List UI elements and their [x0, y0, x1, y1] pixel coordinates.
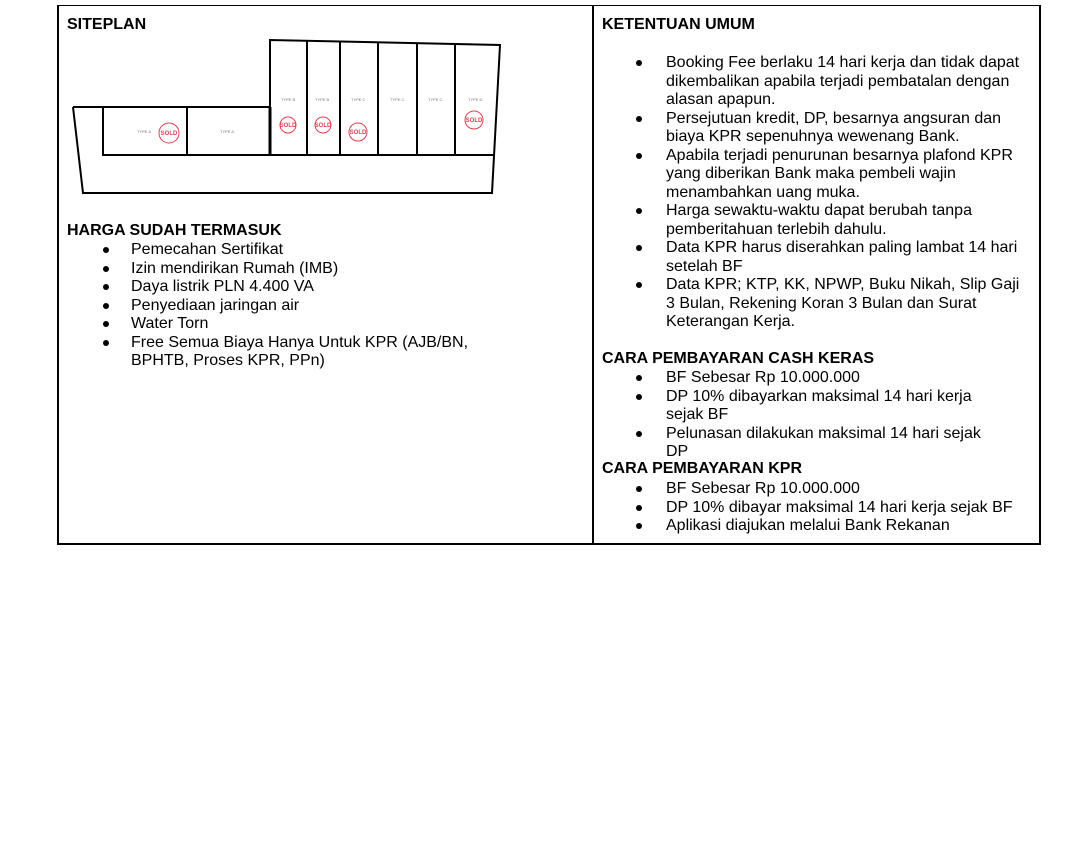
harga-list	[104, 241, 514, 371]
svg-text:TYPE B: TYPE B	[281, 97, 296, 102]
list-item: DP 10% dibayar maksimal 14 hari kerja sejak BF	[637, 499, 1029, 518]
svg-text:TYPE A: TYPE A	[137, 129, 152, 134]
cash-title: CARA PEMBAYARAN CASH KERAS	[602, 350, 875, 367]
svg-text:SOLD: SOLD	[160, 131, 178, 137]
kpr-title: CARA PEMBAYARAN KPR	[602, 460, 803, 477]
list-item: Apabila terjadi penurunan besarnya plafond KPR yang diberikan Bank maka pembeli wajin menambahkan uang muka.	[637, 147, 1029, 203]
svg-text:TYPE C: TYPE C	[428, 97, 443, 102]
lot-type-b-1	[280, 97, 297, 133]
list-item: Data KPR harus diserahkan paling lambat 14 hari setelah BF	[637, 239, 1029, 276]
lot-type-a-1	[137, 123, 179, 143]
list-item: Izin mendirikan Rumah (IMB)	[104, 260, 514, 279]
ketentuan-list	[637, 54, 1029, 332]
kpr-list	[637, 480, 1029, 536]
lot-type-b-2	[315, 97, 332, 133]
lot-type-c-3	[428, 97, 443, 102]
svg-text:TYPE C: TYPE C	[351, 97, 366, 102]
list-item: BF Sebesar Rp 10.000.000	[637, 480, 1029, 499]
svg-text:TYPE C: TYPE C	[390, 97, 405, 102]
list-item: Aplikasi diajukan melalui Bank Rekanan	[637, 517, 1029, 536]
cash-list	[637, 369, 982, 462]
lot-type-d	[465, 97, 483, 129]
list-item: Persejutuan kredit, DP, besarnya angsuran dan biaya KPR sepenuhnya wewenang Bank.	[637, 110, 1029, 147]
list-item: Free Semua Biaya Hanya Untuk KPR (AJB/BN, BPHTB, Proses KPR, PPn)	[104, 334, 514, 371]
list-item: DP 10% dibayarkan maksimal 14 hari kerja sejak BF	[637, 388, 982, 425]
list-item: Pelunasan dilakukan maksimal 14 hari sejak DP	[637, 425, 982, 462]
ketentuan-title: KETENTUAN UMUM	[602, 16, 755, 33]
list-item: Harga sewaktu-waktu dapat berubah tanpa pemberitahuan terlebih dahulu.	[637, 202, 1029, 239]
list-item: Booking Fee berlaku 14 hari kerja dan tidak dapat dikembalikan apabila terjadi pembatalan dengan alasan apapun.	[637, 54, 1029, 110]
list-item: Pemecahan Sertifikat	[104, 241, 514, 260]
list-item: Daya listrik PLN 4.400 VA	[104, 278, 514, 297]
siteplan-title: SITEPLAN	[67, 16, 147, 33]
list-item: Data KPR; KTP, KK, NPWP, Buku Nikah, Slip Gaji 3 Bulan, Rekening Koran 3 Bulan dan Surat Keterangan Kerja.	[637, 276, 1029, 332]
svg-text:SOLD: SOLD	[314, 123, 332, 129]
site-boundary	[73, 40, 500, 193]
svg-text:SOLD: SOLD	[465, 118, 483, 124]
list-item: Penyediaan jaringan air	[104, 297, 514, 316]
list-item: Water Torn	[104, 315, 514, 334]
svg-text:TYPE B: TYPE B	[315, 97, 330, 102]
svg-text:SOLD: SOLD	[279, 123, 297, 129]
lot-type-c-1	[349, 97, 367, 141]
harga-title: HARGA SUDAH TERMASUK	[67, 222, 282, 239]
list-item: BF Sebesar Rp 10.000.000	[637, 369, 982, 388]
lot-type-a-2	[220, 129, 234, 134]
svg-text:TYPE D: TYPE D	[468, 97, 483, 102]
lot-type-c-2	[390, 97, 405, 102]
svg-text:SOLD: SOLD	[349, 130, 367, 136]
svg-text:TYPE A: TYPE A	[220, 129, 235, 134]
